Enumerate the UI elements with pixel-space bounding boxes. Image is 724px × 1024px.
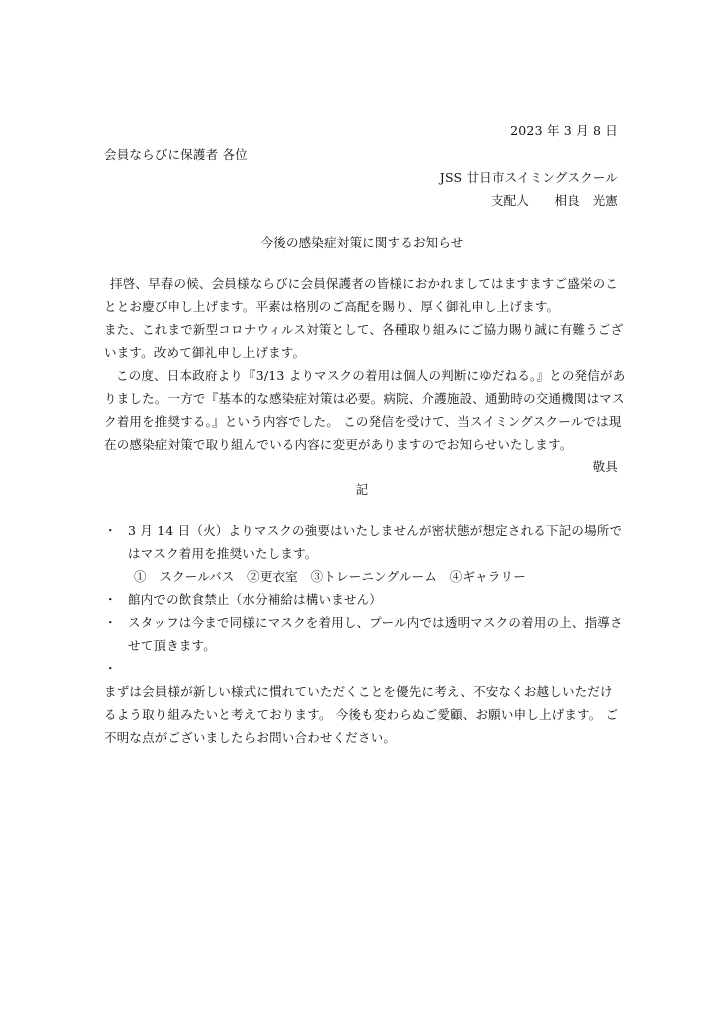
paragraph-1-line-1: 拝啓、早春の候、会員様ならびに会員保護者の皆様におかれましてはますますご盛栄のこ bbox=[110, 276, 619, 291]
bullet-4-mark: ・ bbox=[104, 661, 117, 676]
bullet-1-line-2: はマスク着用を推奨いたします。 bbox=[128, 546, 318, 561]
document-title: 今後の感染症対策に関するお知らせ bbox=[260, 235, 464, 250]
footer-line-1: まずは会員様が新しい様式に慣れていただくことを優先に考え、不安なくお越しいただけ bbox=[104, 684, 613, 699]
footer-line-3: 不明な点がございましたらお問い合わせください。 bbox=[104, 730, 397, 745]
bullet-2-mark: ・ bbox=[104, 592, 117, 607]
bullet-1-line-1: 3 月 14 日（火）よりマスクの強要はいたしませんが密状態が想定される下記の場所で bbox=[128, 523, 623, 538]
paragraph-1-line-2: ととお慶び申し上げます。平素は格別のご高配を賜り、厚く御礼申し上げます。 bbox=[104, 299, 560, 314]
paragraph-3-line-1: この度、日本政府より『3/13 よりマスクの着用は個人の判断にゆだねる。』との発信があ bbox=[116, 368, 626, 383]
organization: JSS 廿日市スイミングスクール bbox=[439, 170, 618, 185]
paragraph-3-line-4: 在の感染症対策で取り組んでいる内容に変更がありますのでお知らせいたします。 bbox=[104, 437, 573, 452]
paragraph-2-line-1: また、これまで新型コロナウィルス対策として、各種取り組みにご協力賜り誠に有難うござ bbox=[104, 322, 624, 337]
ki-heading: 記 bbox=[355, 482, 369, 497]
closing-keigu: 敬具 bbox=[592, 459, 618, 474]
paragraph-2-line-2: います。改めて御礼申し上げます。 bbox=[104, 345, 306, 360]
date: 2023 年 3 月 8 日 bbox=[510, 123, 618, 138]
bullet-2-line-1: 館内での飲食禁止（水分補給は構いません） bbox=[128, 592, 383, 607]
bullet-1-mark: ・ bbox=[104, 523, 117, 538]
bullet-3-line-2: せて頂きます。 bbox=[128, 638, 216, 653]
sender: 支配人 相良 光憲 bbox=[490, 193, 618, 208]
footer-line-2: るよう取り組みたいと考えております。 今後も変わらぬご愛顧、お願い申し上げます。 ご bbox=[104, 707, 619, 722]
bullet-3-mark: ・ bbox=[104, 615, 117, 630]
recipient: 会員ならびに保護者 各位 bbox=[104, 147, 248, 162]
bullet-3-line-1: スタッフは今まで同様にマスクを着用し、プール内では透明マスクの着用の上、指導さ bbox=[128, 615, 623, 630]
bullet-1-locations: ① スクールバス ②更衣室 ③トレーニングルーム ④ギャラリー bbox=[134, 569, 526, 584]
paragraph-3-line-2: りました。一方で『基本的な感染症対策は必要。病院、介護施設、通勤時の交通機関はマス bbox=[104, 391, 625, 406]
paragraph-3-line-3: ク着用を推奨する。』という内容でした。 この発信を受けて、当スイミングスクールでは現 bbox=[104, 414, 622, 429]
